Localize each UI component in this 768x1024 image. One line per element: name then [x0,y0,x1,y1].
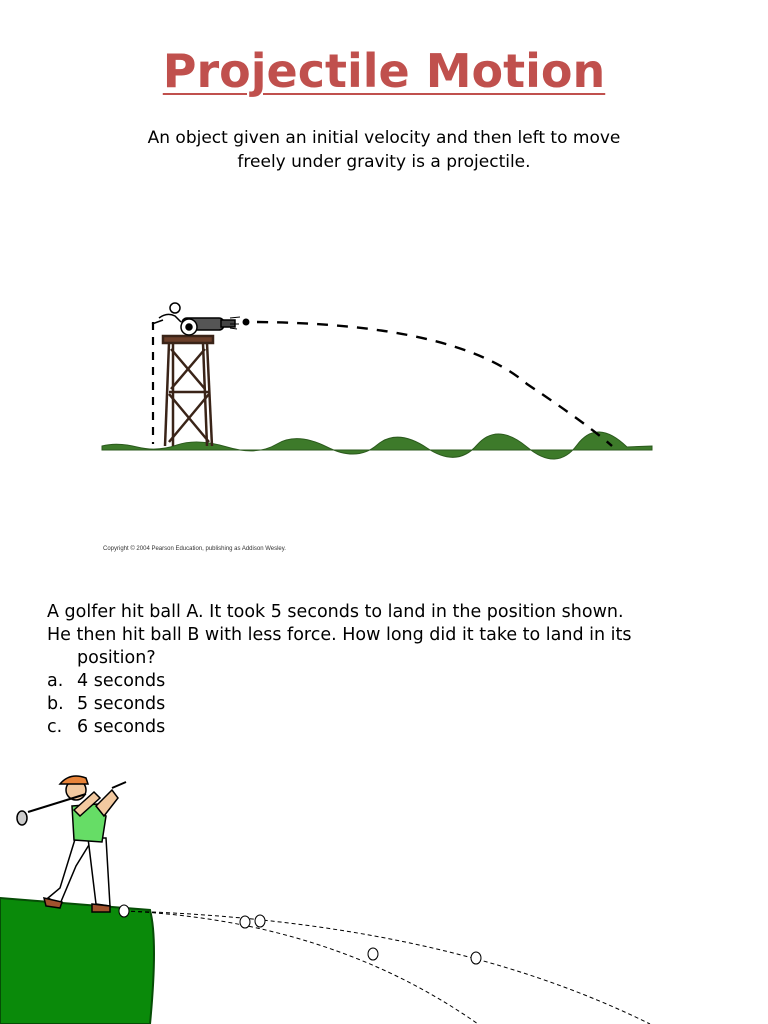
cannon-tower-illustration [97,214,660,558]
trajectory-path [257,322,612,446]
tower [163,336,213,446]
question-line-2: He then hit ball B with less force. How long did it take to land in its [47,625,632,645]
question-line-1: A golfer hit ball A. It took 5 seconds to land in the position shown. [47,602,624,622]
ball-b-2 [471,952,481,964]
option-letter: a. [47,671,64,691]
ball-a-2 [368,948,378,960]
intro-text [60,126,708,174]
intro-line-1: An object given an initial velocity and then left to move [147,128,621,148]
ball-a-1 [240,916,250,928]
trajectory-b [124,911,650,1024]
option-text: 5 seconds [77,694,166,714]
ball-b-1 [255,915,265,927]
question-block [47,601,737,739]
page-title: Projectile Motion [162,44,606,98]
intro-line-2: freely under gravity is a projectile. [237,152,531,172]
cannonball [243,319,250,326]
cannon [152,303,235,335]
green-cliff [0,898,154,1024]
trajectory-a [124,911,478,1024]
copyright-text: Copyright © 2004 Pearson Education, publishing as Addison Wesley. [103,546,286,552]
answer-option-c[interactable] [47,716,737,739]
club-head [17,811,27,825]
option-letter: b. [47,694,64,714]
answer-option-a[interactable] [47,670,737,693]
question-line-3: position? [77,648,156,668]
option-text: 4 seconds [77,671,166,691]
cannon-tower-figure [97,214,660,558]
answer-option-b[interactable] [47,693,737,716]
option-text: 6 seconds [77,717,166,737]
ball-start [119,905,129,917]
golfer [17,776,126,912]
grass-ground [102,432,652,459]
option-letter: c. [47,717,63,737]
golfer-illustration [0,770,768,1024]
